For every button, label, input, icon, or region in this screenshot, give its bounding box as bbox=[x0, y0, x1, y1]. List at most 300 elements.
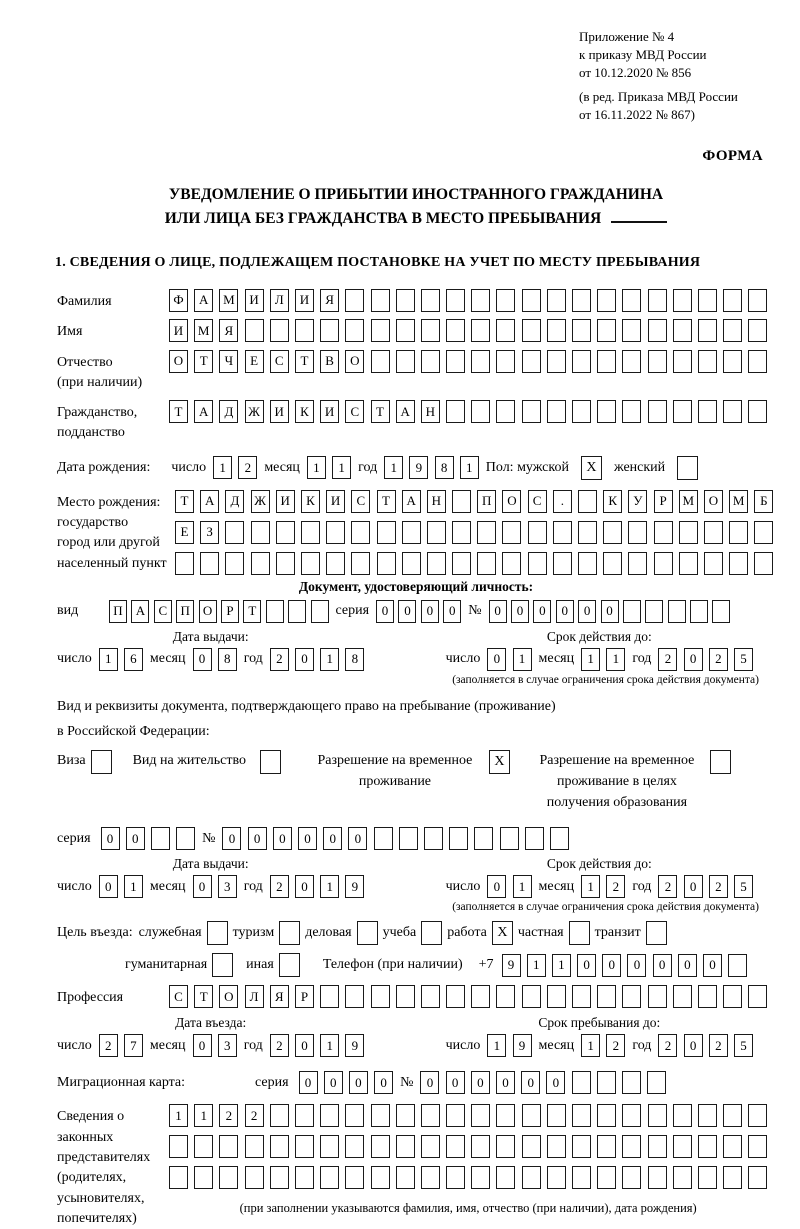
char-cell[interactable] bbox=[225, 521, 244, 544]
char-cell[interactable] bbox=[698, 1104, 717, 1127]
char-cell[interactable] bbox=[622, 350, 641, 373]
char-cell[interactable] bbox=[522, 1135, 541, 1158]
char-cell[interactable]: 0 bbox=[578, 600, 596, 623]
char-cell[interactable] bbox=[622, 1166, 641, 1189]
char-cell[interactable]: 2 bbox=[606, 875, 625, 898]
char-cell[interactable] bbox=[446, 985, 465, 1008]
char-cell[interactable] bbox=[597, 400, 616, 423]
char-cell[interactable] bbox=[295, 1135, 314, 1158]
char-cell[interactable] bbox=[622, 1104, 641, 1127]
char-cell[interactable]: 0 bbox=[487, 648, 506, 671]
char-cell[interactable]: М bbox=[679, 490, 698, 513]
char-cell[interactable]: 9 bbox=[502, 954, 521, 977]
char-cell[interactable] bbox=[597, 1135, 616, 1158]
char-cell[interactable] bbox=[622, 319, 641, 342]
char-cell[interactable] bbox=[522, 1104, 541, 1127]
char-cell[interactable] bbox=[597, 1166, 616, 1189]
char-cell[interactable] bbox=[496, 1135, 515, 1158]
char-cell[interactable]: С bbox=[154, 600, 172, 623]
char-cell[interactable] bbox=[729, 521, 748, 544]
char-cell[interactable] bbox=[477, 521, 496, 544]
char-cell[interactable]: Т bbox=[371, 400, 390, 423]
char-cell[interactable]: 0 bbox=[546, 1071, 565, 1094]
char-cell[interactable]: М bbox=[194, 319, 213, 342]
char-cell[interactable] bbox=[345, 985, 364, 1008]
char-cell[interactable]: Ж bbox=[251, 490, 270, 513]
char-cell[interactable]: 2 bbox=[238, 456, 257, 479]
char-cell[interactable]: О bbox=[345, 350, 364, 373]
char-cell[interactable]: З bbox=[200, 521, 219, 544]
char-cell[interactable]: А bbox=[194, 289, 213, 312]
char-cell[interactable] bbox=[402, 521, 421, 544]
char-cell[interactable] bbox=[175, 552, 194, 575]
char-cell[interactable] bbox=[270, 1166, 289, 1189]
char-cell[interactable] bbox=[396, 1166, 415, 1189]
residence-permit-checkbox[interactable] bbox=[260, 750, 281, 774]
char-cell[interactable] bbox=[266, 600, 284, 623]
char-cell[interactable]: Т bbox=[169, 400, 188, 423]
char-cell[interactable] bbox=[622, 400, 641, 423]
char-cell[interactable]: Т bbox=[194, 985, 213, 1008]
char-cell[interactable] bbox=[603, 552, 622, 575]
char-cell[interactable] bbox=[295, 319, 314, 342]
char-cell[interactable]: 1 bbox=[194, 1104, 213, 1127]
char-cell[interactable] bbox=[194, 1166, 213, 1189]
char-cell[interactable]: 0 bbox=[684, 1034, 703, 1057]
char-cell[interactable] bbox=[522, 1166, 541, 1189]
char-cell[interactable] bbox=[628, 521, 647, 544]
char-cell[interactable]: 2 bbox=[270, 875, 289, 898]
char-cell[interactable] bbox=[528, 552, 547, 575]
char-cell[interactable] bbox=[648, 985, 667, 1008]
char-cell[interactable] bbox=[547, 985, 566, 1008]
char-cell[interactable]: С bbox=[345, 400, 364, 423]
char-cell[interactable] bbox=[345, 1135, 364, 1158]
char-cell[interactable]: 1 bbox=[384, 456, 403, 479]
purpose-tourism-checkbox[interactable] bbox=[279, 921, 300, 945]
char-cell[interactable]: Ж bbox=[245, 400, 264, 423]
char-cell[interactable] bbox=[320, 1166, 339, 1189]
char-cell[interactable] bbox=[654, 552, 673, 575]
char-cell[interactable]: И bbox=[326, 490, 345, 513]
char-cell[interactable] bbox=[421, 1166, 440, 1189]
char-cell[interactable]: И bbox=[169, 319, 188, 342]
char-cell[interactable] bbox=[622, 289, 641, 312]
purpose-private-checkbox[interactable] bbox=[569, 921, 590, 945]
char-cell[interactable] bbox=[351, 552, 370, 575]
char-cell[interactable]: Е bbox=[175, 521, 194, 544]
char-cell[interactable] bbox=[654, 521, 673, 544]
char-cell[interactable] bbox=[648, 1104, 667, 1127]
char-cell[interactable] bbox=[288, 600, 306, 623]
char-cell[interactable] bbox=[345, 1166, 364, 1189]
char-cell[interactable]: И bbox=[320, 400, 339, 423]
char-cell[interactable] bbox=[698, 1135, 717, 1158]
purpose-official-checkbox[interactable] bbox=[207, 921, 228, 945]
char-cell[interactable]: И bbox=[295, 289, 314, 312]
char-cell[interactable]: Д bbox=[225, 490, 244, 513]
char-cell[interactable]: А bbox=[396, 400, 415, 423]
char-cell[interactable] bbox=[698, 1166, 717, 1189]
char-cell[interactable] bbox=[547, 1135, 566, 1158]
char-cell[interactable] bbox=[622, 985, 641, 1008]
char-cell[interactable] bbox=[698, 289, 717, 312]
char-cell[interactable] bbox=[424, 827, 443, 850]
char-cell[interactable]: 9 bbox=[513, 1034, 532, 1057]
temp-permit-education-checkbox[interactable] bbox=[710, 750, 731, 774]
char-cell[interactable]: 0 bbox=[193, 1034, 212, 1057]
char-cell[interactable] bbox=[301, 552, 320, 575]
char-cell[interactable]: 0 bbox=[533, 600, 551, 623]
char-cell[interactable]: Р bbox=[295, 985, 314, 1008]
char-cell[interactable] bbox=[371, 319, 390, 342]
char-cell[interactable] bbox=[151, 827, 170, 850]
char-cell[interactable] bbox=[648, 350, 667, 373]
char-cell[interactable] bbox=[550, 827, 569, 850]
char-cell[interactable]: С bbox=[270, 350, 289, 373]
char-cell[interactable]: 0 bbox=[126, 827, 145, 850]
char-cell[interactable] bbox=[396, 289, 415, 312]
char-cell[interactable] bbox=[471, 289, 490, 312]
char-cell[interactable]: А bbox=[194, 400, 213, 423]
char-cell[interactable]: 2 bbox=[658, 875, 677, 898]
char-cell[interactable] bbox=[754, 521, 773, 544]
char-cell[interactable]: О bbox=[704, 490, 723, 513]
char-cell[interactable] bbox=[704, 521, 723, 544]
char-cell[interactable]: 1 bbox=[307, 456, 326, 479]
char-cell[interactable] bbox=[345, 1104, 364, 1127]
char-cell[interactable] bbox=[251, 552, 270, 575]
char-cell[interactable] bbox=[446, 350, 465, 373]
char-cell[interactable] bbox=[522, 985, 541, 1008]
gender-female-checkbox[interactable] bbox=[677, 456, 698, 480]
char-cell[interactable]: 9 bbox=[409, 456, 428, 479]
char-cell[interactable]: У bbox=[628, 490, 647, 513]
char-cell[interactable] bbox=[295, 1166, 314, 1189]
char-cell[interactable] bbox=[496, 289, 515, 312]
char-cell[interactable]: 0 bbox=[684, 875, 703, 898]
char-cell[interactable] bbox=[522, 319, 541, 342]
char-cell[interactable] bbox=[351, 521, 370, 544]
char-cell[interactable] bbox=[578, 490, 597, 513]
char-cell[interactable]: 0 bbox=[99, 875, 118, 898]
char-cell[interactable] bbox=[301, 521, 320, 544]
char-cell[interactable] bbox=[597, 319, 616, 342]
char-cell[interactable] bbox=[748, 1135, 767, 1158]
char-cell[interactable] bbox=[647, 1071, 666, 1094]
char-cell[interactable] bbox=[446, 400, 465, 423]
char-cell[interactable] bbox=[396, 350, 415, 373]
char-cell[interactable]: 2 bbox=[245, 1104, 264, 1127]
char-cell[interactable] bbox=[673, 1135, 692, 1158]
char-cell[interactable] bbox=[396, 319, 415, 342]
purpose-business-checkbox[interactable] bbox=[357, 921, 378, 945]
char-cell[interactable]: П bbox=[176, 600, 194, 623]
char-cell[interactable] bbox=[377, 552, 396, 575]
char-cell[interactable] bbox=[673, 319, 692, 342]
char-cell[interactable] bbox=[245, 319, 264, 342]
char-cell[interactable]: 0 bbox=[496, 1071, 515, 1094]
char-cell[interactable]: 9 bbox=[345, 875, 364, 898]
char-cell[interactable]: А bbox=[200, 490, 219, 513]
char-cell[interactable] bbox=[496, 350, 515, 373]
char-cell[interactable]: Ч bbox=[219, 350, 238, 373]
char-cell[interactable]: Ф bbox=[169, 289, 188, 312]
char-cell[interactable]: 6 bbox=[124, 648, 143, 671]
char-cell[interactable] bbox=[471, 319, 490, 342]
char-cell[interactable] bbox=[522, 400, 541, 423]
char-cell[interactable] bbox=[597, 350, 616, 373]
char-cell[interactable] bbox=[421, 319, 440, 342]
char-cell[interactable] bbox=[496, 1104, 515, 1127]
char-cell[interactable] bbox=[446, 1135, 465, 1158]
char-cell[interactable] bbox=[748, 1166, 767, 1189]
char-cell[interactable] bbox=[396, 985, 415, 1008]
char-cell[interactable]: 0 bbox=[443, 600, 461, 623]
visa-checkbox[interactable] bbox=[91, 750, 112, 774]
char-cell[interactable] bbox=[690, 600, 708, 623]
char-cell[interactable]: С bbox=[169, 985, 188, 1008]
char-cell[interactable]: 0 bbox=[222, 827, 241, 850]
char-cell[interactable]: О bbox=[502, 490, 521, 513]
char-cell[interactable]: 2 bbox=[270, 1034, 289, 1057]
char-cell[interactable] bbox=[402, 552, 421, 575]
char-cell[interactable] bbox=[754, 552, 773, 575]
char-cell[interactable]: 8 bbox=[218, 648, 237, 671]
purpose-transit-checkbox[interactable] bbox=[646, 921, 667, 945]
char-cell[interactable]: 0 bbox=[471, 1071, 490, 1094]
char-cell[interactable]: 1 bbox=[332, 456, 351, 479]
char-cell[interactable] bbox=[496, 1166, 515, 1189]
char-cell[interactable] bbox=[169, 1135, 188, 1158]
char-cell[interactable] bbox=[712, 600, 730, 623]
char-cell[interactable] bbox=[326, 521, 345, 544]
char-cell[interactable] bbox=[572, 1071, 591, 1094]
char-cell[interactable]: 2 bbox=[606, 1034, 625, 1057]
char-cell[interactable] bbox=[623, 600, 641, 623]
char-cell[interactable]: 0 bbox=[299, 1071, 318, 1094]
char-cell[interactable]: К bbox=[295, 400, 314, 423]
char-cell[interactable] bbox=[723, 350, 742, 373]
char-cell[interactable] bbox=[421, 985, 440, 1008]
char-cell[interactable] bbox=[648, 1166, 667, 1189]
char-cell[interactable]: С bbox=[528, 490, 547, 513]
char-cell[interactable]: 0 bbox=[193, 648, 212, 671]
char-cell[interactable]: 1 bbox=[99, 648, 118, 671]
char-cell[interactable] bbox=[371, 1104, 390, 1127]
char-cell[interactable] bbox=[553, 552, 572, 575]
char-cell[interactable]: 3 bbox=[218, 1034, 237, 1057]
char-cell[interactable] bbox=[522, 289, 541, 312]
char-cell[interactable] bbox=[446, 319, 465, 342]
char-cell[interactable] bbox=[547, 1104, 566, 1127]
char-cell[interactable] bbox=[668, 600, 686, 623]
char-cell[interactable]: 0 bbox=[421, 600, 439, 623]
char-cell[interactable] bbox=[572, 289, 591, 312]
char-cell[interactable]: Я bbox=[219, 319, 238, 342]
char-cell[interactable] bbox=[553, 521, 572, 544]
char-cell[interactable]: 1 bbox=[581, 648, 600, 671]
char-cell[interactable] bbox=[679, 552, 698, 575]
char-cell[interactable] bbox=[723, 1104, 742, 1127]
char-cell[interactable]: Н bbox=[427, 490, 446, 513]
char-cell[interactable] bbox=[496, 400, 515, 423]
char-cell[interactable] bbox=[320, 985, 339, 1008]
char-cell[interactable] bbox=[374, 827, 393, 850]
char-cell[interactable]: 0 bbox=[323, 827, 342, 850]
char-cell[interactable] bbox=[452, 521, 471, 544]
char-cell[interactable]: 8 bbox=[345, 648, 364, 671]
char-cell[interactable] bbox=[427, 552, 446, 575]
char-cell[interactable] bbox=[270, 1104, 289, 1127]
char-cell[interactable] bbox=[723, 1166, 742, 1189]
char-cell[interactable] bbox=[270, 1135, 289, 1158]
char-cell[interactable] bbox=[597, 985, 616, 1008]
char-cell[interactable]: И bbox=[276, 490, 295, 513]
char-cell[interactable]: 1 bbox=[320, 648, 339, 671]
char-cell[interactable] bbox=[502, 552, 521, 575]
char-cell[interactable]: Н bbox=[421, 400, 440, 423]
char-cell[interactable]: 0 bbox=[489, 600, 507, 623]
char-cell[interactable]: 0 bbox=[349, 1071, 368, 1094]
char-cell[interactable]: В bbox=[320, 350, 339, 373]
char-cell[interactable]: 0 bbox=[348, 827, 367, 850]
char-cell[interactable] bbox=[295, 1104, 314, 1127]
char-cell[interactable]: 2 bbox=[709, 1034, 728, 1057]
char-cell[interactable] bbox=[427, 521, 446, 544]
purpose-humanitarian-checkbox[interactable] bbox=[212, 953, 233, 977]
char-cell[interactable] bbox=[320, 319, 339, 342]
char-cell[interactable] bbox=[729, 552, 748, 575]
char-cell[interactable] bbox=[603, 521, 622, 544]
char-cell[interactable]: 0 bbox=[446, 1071, 465, 1094]
char-cell[interactable] bbox=[648, 289, 667, 312]
char-cell[interactable]: 0 bbox=[684, 648, 703, 671]
char-cell[interactable] bbox=[522, 350, 541, 373]
char-cell[interactable] bbox=[251, 521, 270, 544]
char-cell[interactable] bbox=[572, 1166, 591, 1189]
char-cell[interactable]: 0 bbox=[511, 600, 529, 623]
char-cell[interactable]: 0 bbox=[398, 600, 416, 623]
char-cell[interactable]: Т bbox=[243, 600, 261, 623]
char-cell[interactable]: К bbox=[301, 490, 320, 513]
char-cell[interactable]: 1 bbox=[460, 456, 479, 479]
char-cell[interactable] bbox=[572, 350, 591, 373]
char-cell[interactable]: 1 bbox=[527, 954, 546, 977]
char-cell[interactable] bbox=[622, 1071, 641, 1094]
char-cell[interactable]: П bbox=[477, 490, 496, 513]
char-cell[interactable] bbox=[648, 319, 667, 342]
char-cell[interactable] bbox=[500, 827, 519, 850]
char-cell[interactable] bbox=[748, 289, 767, 312]
char-cell[interactable]: Л bbox=[270, 289, 289, 312]
char-cell[interactable] bbox=[471, 1135, 490, 1158]
char-cell[interactable]: 0 bbox=[703, 954, 722, 977]
char-cell[interactable] bbox=[396, 1104, 415, 1127]
char-cell[interactable] bbox=[345, 289, 364, 312]
char-cell[interactable] bbox=[525, 827, 544, 850]
char-cell[interactable]: 0 bbox=[295, 1034, 314, 1057]
char-cell[interactable]: 1 bbox=[606, 648, 625, 671]
char-cell[interactable] bbox=[723, 319, 742, 342]
char-cell[interactable]: К bbox=[603, 490, 622, 513]
char-cell[interactable] bbox=[219, 1166, 238, 1189]
char-cell[interactable]: 0 bbox=[420, 1071, 439, 1094]
char-cell[interactable]: 1 bbox=[513, 648, 532, 671]
char-cell[interactable] bbox=[471, 985, 490, 1008]
char-cell[interactable]: 0 bbox=[248, 827, 267, 850]
char-cell[interactable] bbox=[176, 827, 195, 850]
char-cell[interactable] bbox=[698, 985, 717, 1008]
char-cell[interactable] bbox=[673, 985, 692, 1008]
char-cell[interactable] bbox=[471, 1166, 490, 1189]
purpose-study-checkbox[interactable] bbox=[421, 921, 442, 945]
char-cell[interactable] bbox=[645, 600, 663, 623]
char-cell[interactable]: 0 bbox=[298, 827, 317, 850]
char-cell[interactable] bbox=[471, 350, 490, 373]
char-cell[interactable] bbox=[572, 319, 591, 342]
char-cell[interactable]: Е bbox=[245, 350, 264, 373]
char-cell[interactable]: А bbox=[402, 490, 421, 513]
char-cell[interactable]: 2 bbox=[709, 648, 728, 671]
char-cell[interactable]: А bbox=[131, 600, 149, 623]
char-cell[interactable]: О bbox=[169, 350, 188, 373]
char-cell[interactable] bbox=[673, 1166, 692, 1189]
char-cell[interactable] bbox=[547, 350, 566, 373]
char-cell[interactable] bbox=[698, 400, 717, 423]
char-cell[interactable] bbox=[547, 289, 566, 312]
char-cell[interactable]: М bbox=[729, 490, 748, 513]
char-cell[interactable]: 2 bbox=[270, 648, 289, 671]
char-cell[interactable]: 2 bbox=[658, 648, 677, 671]
char-cell[interactable]: 0 bbox=[193, 875, 212, 898]
char-cell[interactable]: 5 bbox=[734, 875, 753, 898]
char-cell[interactable] bbox=[723, 289, 742, 312]
char-cell[interactable] bbox=[723, 400, 742, 423]
char-cell[interactable] bbox=[673, 350, 692, 373]
char-cell[interactable] bbox=[245, 1135, 264, 1158]
char-cell[interactable] bbox=[194, 1135, 213, 1158]
char-cell[interactable]: 1 bbox=[320, 875, 339, 898]
char-cell[interactable]: Т bbox=[194, 350, 213, 373]
char-cell[interactable] bbox=[597, 289, 616, 312]
char-cell[interactable] bbox=[572, 1135, 591, 1158]
char-cell[interactable] bbox=[496, 319, 515, 342]
char-cell[interactable] bbox=[748, 985, 767, 1008]
char-cell[interactable]: 9 bbox=[345, 1034, 364, 1057]
char-cell[interactable] bbox=[528, 521, 547, 544]
char-cell[interactable]: И bbox=[245, 289, 264, 312]
char-cell[interactable] bbox=[452, 490, 471, 513]
char-cell[interactable] bbox=[276, 552, 295, 575]
char-cell[interactable]: 1 bbox=[213, 456, 232, 479]
char-cell[interactable]: 2 bbox=[219, 1104, 238, 1127]
char-cell[interactable] bbox=[748, 400, 767, 423]
char-cell[interactable]: 1 bbox=[552, 954, 571, 977]
char-cell[interactable]: 1 bbox=[124, 875, 143, 898]
char-cell[interactable] bbox=[728, 954, 747, 977]
char-cell[interactable] bbox=[578, 552, 597, 575]
char-cell[interactable] bbox=[578, 521, 597, 544]
char-cell[interactable]: 2 bbox=[709, 875, 728, 898]
char-cell[interactable] bbox=[446, 1104, 465, 1127]
char-cell[interactable] bbox=[371, 985, 390, 1008]
char-cell[interactable]: Р bbox=[221, 600, 239, 623]
char-cell[interactable] bbox=[377, 521, 396, 544]
char-cell[interactable] bbox=[371, 350, 390, 373]
char-cell[interactable] bbox=[311, 600, 329, 623]
char-cell[interactable]: П bbox=[109, 600, 127, 623]
